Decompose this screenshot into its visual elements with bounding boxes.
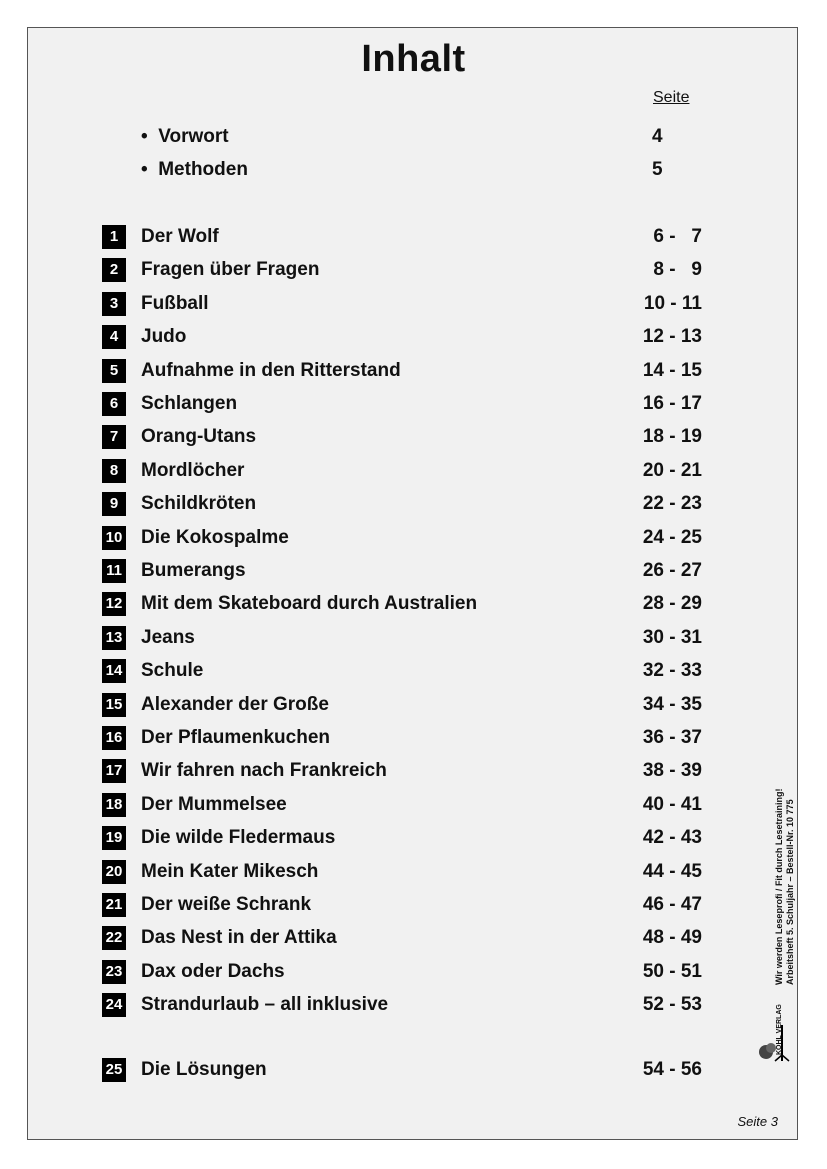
chapter-title: Der Mummelsee [141,793,287,815]
chapter-title: Alexander der Große [141,693,329,715]
chapter-title: Wir fahren nach Frankreich [141,760,387,782]
chapter-title: Orang-Utans [141,426,257,448]
chapter-number-badge: 6 [102,392,126,416]
toc-row [0,993,827,1017]
publisher-logo-text: KOHL VERLAG [776,1004,783,1055]
chapter-pages: 42 - 43 [642,827,702,849]
chapter-number-badge: 13 [102,626,126,650]
chapter-title: Schlangen [141,393,238,414]
toc-row [0,392,827,416]
chapter-pages: 6 - 7 [653,226,702,247]
chapter-number-badge: 9 [102,492,126,516]
chapter-number-badge: 20 [102,860,126,884]
chapter-number-badge: 18 [102,793,126,817]
publisher-info [774,765,808,985]
page-number: Seite 3 [737,1114,778,1129]
chapter-pages: 16 - 17 [642,393,702,414]
toc-row [0,926,827,950]
chapter-title: Die Lösungen [141,1059,267,1080]
chapter-title: Der weiße Schrank [141,894,312,915]
toc-row [0,793,827,817]
order-number: Arbeitsheft 5. Schuljahr – Bestell-Nr. 10 775 [785,799,795,985]
chapter-title: Dax oder Dachs [141,960,285,982]
chapter-pages: 54 - 56 [642,1059,702,1080]
chapter-pages: 24 - 25 [642,526,702,548]
intro-page-vorwort: 4 [652,126,663,147]
chapter-number-badge: 21 [102,893,126,917]
chapter-pages: 8 - 9 [653,259,702,281]
chapter-pages: 50 - 51 [642,960,702,982]
chapter-number-badge: 12 [102,592,126,616]
toc-row [0,659,827,683]
toc-row [0,1058,827,1082]
chapter-title: Bumerangs [141,560,246,581]
chapter-pages: 30 - 31 [642,626,702,648]
chapter-title: Schildkröten [141,493,257,515]
chapter-title: Aufnahme in den Ritterstand [141,359,401,381]
chapter-number-badge: 23 [102,960,126,984]
chapter-number-badge: 25 [102,1058,126,1082]
chapter-pages: 28 - 29 [642,593,702,615]
chapter-number-badge: 19 [102,826,126,850]
chapter-number-badge: 1 [102,225,126,249]
chapter-title: Der Wolf [141,226,219,247]
chapter-title: Strandurlaub – all inklusive [141,994,389,1016]
chapter-pages: 48 - 49 [642,927,702,949]
intro-item-methoden: • Methoden [141,159,248,180]
chapter-title: Fußball [141,292,209,314]
chapter-number-badge: 15 [102,693,126,717]
chapter-title: Der Pflaumenkuchen [141,727,330,748]
intro-item-vorwort: • Vorwort [141,126,229,147]
chapter-title: Mit dem Skateboard durch Australien [141,593,478,615]
toc-row [0,559,827,583]
page-column-header: Seite [653,89,690,106]
chapter-pages: 18 - 19 [642,426,702,448]
toc-row [0,459,827,483]
toc-row [0,592,827,616]
chapter-pages: 34 - 35 [642,693,702,715]
publisher-logo-icon [756,995,792,1065]
toc-row [0,425,827,449]
toc-row [0,359,827,383]
chapter-pages: 40 - 41 [642,793,702,815]
chapter-title: Das Nest in der Attika [141,927,337,949]
chapter-pages: 52 - 53 [642,994,702,1016]
series-title: Wir werden Leseprofi / Fit durch Lesetraining! [774,788,784,985]
chapter-number-badge: 24 [102,993,126,1017]
chapter-title: Jeans [141,626,195,648]
chapter-number-badge: 14 [102,659,126,683]
toc-row [0,258,827,282]
chapter-title: Judo [141,326,187,348]
toc-row [0,960,827,984]
toc-row [0,893,827,917]
toc-row [0,860,827,884]
toc-row [0,726,827,750]
chapter-title: Mein Kater Mikesch [141,860,319,882]
chapter-pages: 36 - 37 [642,727,702,748]
chapter-number-badge: 7 [102,425,126,449]
chapter-title: Die wilde Fledermaus [141,827,336,849]
chapter-number-badge: 16 [102,726,126,750]
chapter-number-badge: 11 [102,559,126,583]
chapter-title: Die Kokospalme [141,526,289,548]
chapter-pages: 26 - 27 [642,560,702,581]
chapter-title: Mordlöcher [141,459,245,481]
toc-row [0,325,827,349]
toc-row [0,826,827,850]
chapter-pages: 10 - 11 [643,292,702,314]
chapter-title: Fragen über Fragen [141,259,320,281]
chapter-pages: 12 - 13 [642,326,702,348]
toc-row [0,759,827,783]
chapter-number-badge: 3 [102,292,126,316]
chapter-number-badge: 17 [102,759,126,783]
chapter-pages: 38 - 39 [642,760,702,782]
chapter-pages: 20 - 21 [642,459,702,481]
chapter-number-badge: 5 [102,359,126,383]
chapter-number-badge: 22 [102,926,126,950]
chapter-pages: 22 - 23 [642,493,702,515]
chapter-number-badge: 2 [102,258,126,282]
chapter-pages: 46 - 47 [642,894,702,915]
chapter-number-badge: 8 [102,459,126,483]
chapter-number-badge: 10 [102,526,126,550]
toc-row [0,693,827,717]
chapter-pages: 14 - 15 [642,359,702,381]
page-title: Inhalt [361,38,466,80]
toc-row [0,292,827,316]
toc-row [0,225,827,249]
chapter-title: Schule [141,660,204,682]
toc-row [0,492,827,516]
intro-page-methoden: 5 [652,159,663,180]
chapter-pages: 32 - 33 [642,660,702,682]
toc-row [0,526,827,550]
chapter-pages: 44 - 45 [642,860,702,882]
chapter-number-badge: 4 [102,325,126,349]
toc-row [0,626,827,650]
